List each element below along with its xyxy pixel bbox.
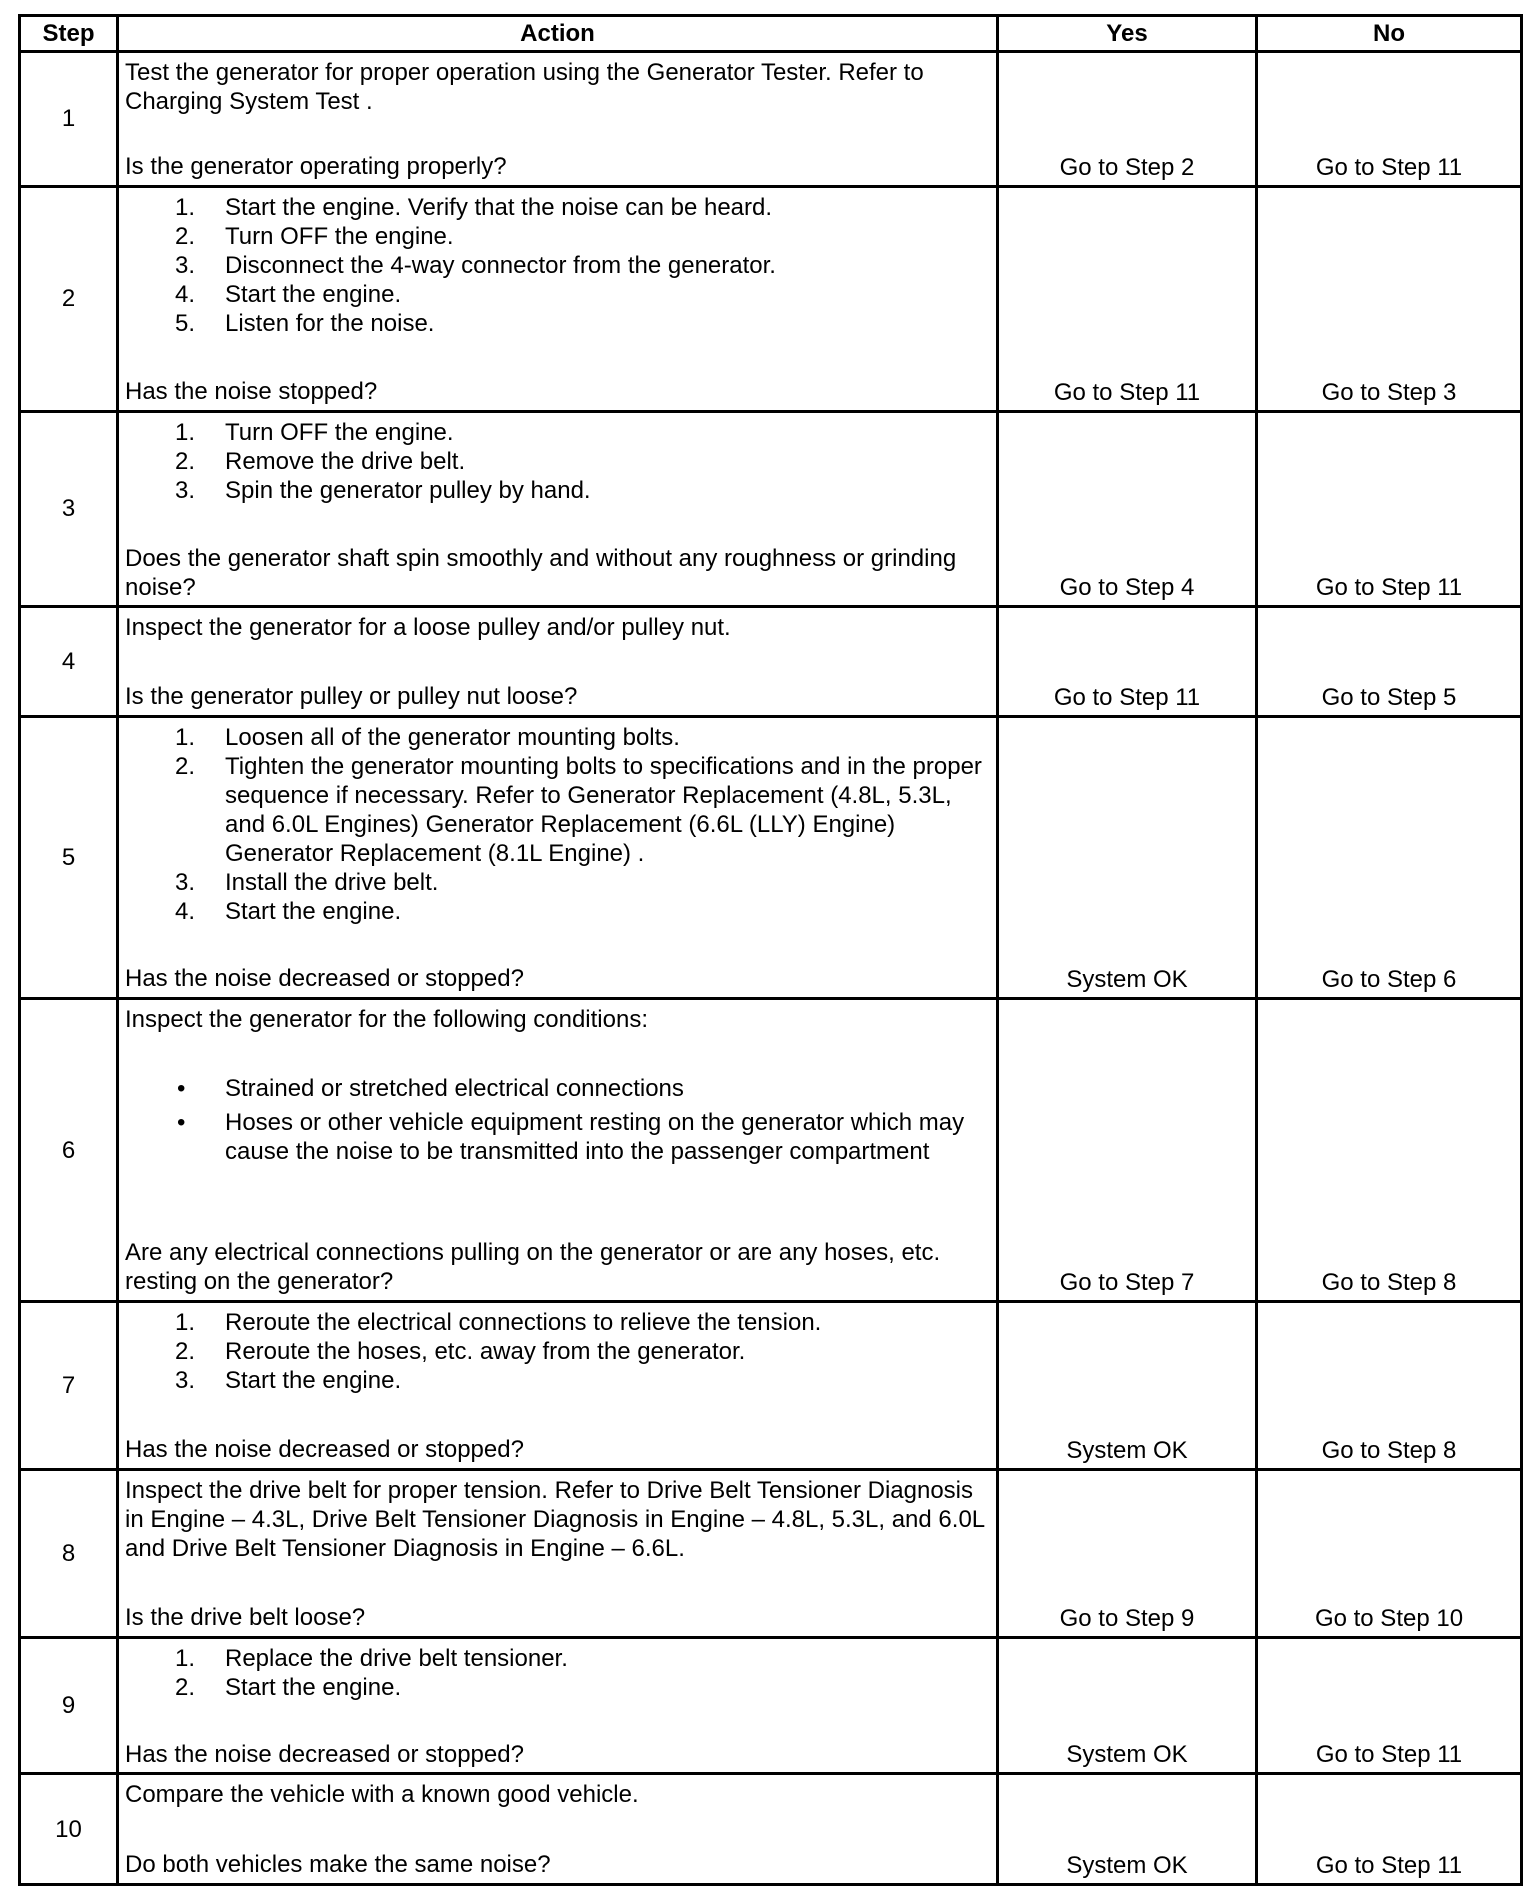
list-item-text: Replace the drive belt tensioner. — [225, 1644, 568, 1672]
list-item-text: Hoses or other vehicle equipment resting on the generator which may cause the noise to be transmitted into the passenger compartment — [225, 1109, 965, 1166]
action-cell — [118, 999, 998, 1302]
list-item — [125, 752, 990, 868]
action-question: Has the noise stopped? — [125, 377, 378, 405]
list-item-text: Start the engine. — [225, 1673, 402, 1701]
action-intro: Inspect the generator for the following conditions: — [125, 1006, 648, 1034]
table-row — [20, 1637, 1522, 1774]
action-cell — [118, 1470, 998, 1638]
table-row — [20, 1302, 1522, 1470]
action-intro: Compare the vehicle with a known good vehicle. — [125, 1781, 639, 1809]
action-question: Is the generator pulley or pulley nut loose? — [125, 683, 578, 711]
list-item — [125, 1337, 990, 1366]
list-item-text: Install the drive belt. — [225, 868, 439, 896]
action-steps — [125, 418, 990, 505]
yes-result: Go to Step 2 — [998, 52, 1257, 187]
list-item — [125, 309, 990, 338]
list-item-text: Tighten the generator mounting bolts to specifications and in the proper sequence if necessary. Refer to Generator Replacement (4.8L, 5.3L, and 6.0L Engines) Generator Replacement (6.6L (LLY) Engine) Generator Replacement (8.1L Engine) . — [225, 752, 982, 867]
list-item — [125, 447, 990, 476]
action-cell — [118, 716, 998, 998]
no-result: Go to Step 11 — [1257, 1774, 1522, 1885]
header-action: Action — [118, 16, 998, 52]
list-item-number: 2. — [175, 447, 196, 475]
no-result: Go to Step 11 — [1257, 52, 1522, 187]
step-number: 8 — [20, 1470, 118, 1638]
yes-result: Go to Step 7 — [998, 999, 1257, 1302]
list-item — [125, 897, 990, 926]
list-item-text: Reroute the hoses, etc. away from the generator. — [225, 1338, 746, 1366]
step-number: 5 — [20, 716, 118, 998]
action-bullets — [125, 1074, 990, 1166]
action-question: Do both vehicles make the same noise? — [125, 1851, 551, 1879]
list-item-number: 3. — [175, 476, 196, 504]
action-question: Is the drive belt loose? — [125, 1604, 366, 1632]
yes-result: System OK — [998, 716, 1257, 998]
table-row — [20, 186, 1522, 411]
list-item — [125, 476, 990, 505]
bullet-icon: • — [177, 1109, 186, 1137]
no-result: Go to Step 11 — [1257, 1637, 1522, 1774]
step-number: 4 — [20, 607, 118, 716]
list-item — [125, 222, 990, 251]
list-item — [125, 1673, 990, 1702]
list-item-number: 3. — [175, 1367, 196, 1395]
list-item-text: Turn OFF the engine. — [225, 222, 454, 250]
no-result: Go to Step 8 — [1257, 999, 1522, 1302]
list-item-text: Spin the generator pulley by hand. — [225, 476, 591, 504]
no-result: Go to Step 5 — [1257, 607, 1522, 716]
yes-result: System OK — [998, 1774, 1257, 1885]
list-item-text: Turn OFF the engine. — [225, 418, 454, 446]
list-item-text: Start the engine. — [225, 897, 402, 925]
header-step: Step — [20, 16, 118, 52]
list-item-number: 2. — [175, 1673, 196, 1701]
no-result: Go to Step 10 — [1257, 1470, 1522, 1638]
action-cell — [118, 1774, 998, 1885]
list-item — [125, 1074, 990, 1103]
table-row — [20, 1470, 1522, 1638]
action-cell — [118, 52, 998, 187]
list-item-text: Listen for the noise. — [225, 309, 435, 337]
list-item — [125, 1644, 990, 1673]
list-item-number: 1. — [175, 1644, 196, 1672]
table-row — [20, 411, 1522, 607]
yes-result: Go to Step 9 — [998, 1470, 1257, 1638]
list-item-text: Strained or stretched electrical connections — [225, 1075, 684, 1103]
list-item — [125, 1366, 990, 1395]
action-cell — [118, 186, 998, 411]
list-item — [125, 418, 990, 447]
header-no: No — [1257, 16, 1522, 52]
header-row — [20, 16, 1522, 52]
table-row — [20, 607, 1522, 716]
list-item-text: Remove the drive belt. — [225, 447, 466, 475]
list-item-number: 3. — [175, 251, 196, 279]
list-item-number: 5. — [175, 309, 196, 337]
list-item-text: Reroute the electrical connections to relieve the tension. — [225, 1309, 822, 1337]
action-cell — [118, 1637, 998, 1774]
step-number: 3 — [20, 411, 118, 607]
list-item-number: 4. — [175, 280, 196, 308]
list-item-text: Disconnect the 4-way connector from the generator. — [225, 251, 776, 279]
action-steps — [125, 723, 990, 926]
list-item-number: 4. — [175, 897, 196, 925]
list-item — [125, 1308, 990, 1337]
list-item — [125, 1108, 990, 1166]
action-intro: Inspect the generator for a loose pulley and/or pulley nut. — [125, 614, 731, 642]
bullet-icon: • — [177, 1075, 186, 1103]
diagnostic-table — [18, 14, 1523, 1886]
action-intro: Inspect the drive belt for proper tension. Refer to Drive Belt Tensioner Diagnosis in Engine – 4.3L, Drive Belt Tensioner Diagnosis in Engine – 4.8L, 5.3L, and 6.0L and Drive Belt Tensioner Diagnosis in Engine – 6.6L. — [125, 1477, 985, 1563]
list-item-number: 2. — [175, 752, 196, 780]
yes-result: Go to Step 11 — [998, 607, 1257, 716]
action-intro: Test the generator for proper operation using the Generator Tester. Refer to Charging System Test . — [125, 59, 924, 115]
list-item-number: 2. — [175, 1338, 196, 1366]
list-item — [125, 723, 990, 752]
action-question: Is the generator operating properly? — [125, 153, 507, 180]
no-result: Go to Step 11 — [1257, 411, 1522, 607]
list-item-text: Start the engine. — [225, 280, 402, 308]
action-question: Has the noise decreased or stopped? — [125, 1436, 524, 1464]
step-number: 2 — [20, 186, 118, 411]
list-item-number: 2. — [175, 222, 196, 250]
yes-result: System OK — [998, 1302, 1257, 1470]
list-item-text: Start the engine. Verify that the noise can be heard. — [225, 193, 773, 221]
no-result: Go to Step 8 — [1257, 1302, 1522, 1470]
header-yes: Yes — [998, 16, 1257, 52]
list-item-number: 1. — [175, 723, 196, 751]
list-item-number: 3. — [175, 868, 196, 896]
list-item-text: Start the engine. — [225, 1367, 402, 1395]
action-steps — [125, 193, 990, 338]
list-item — [125, 868, 990, 897]
table-body — [20, 52, 1522, 1885]
step-number: 7 — [20, 1302, 118, 1470]
list-item-number: 1. — [175, 418, 196, 446]
action-steps — [125, 1644, 990, 1702]
yes-result: Go to Step 4 — [998, 411, 1257, 607]
action-steps — [125, 1308, 990, 1395]
step-number: 1 — [20, 52, 118, 187]
no-result: Go to Step 3 — [1257, 186, 1522, 411]
step-number: 6 — [20, 999, 118, 1302]
action-question: Has the noise decreased or stopped? — [125, 964, 524, 992]
table-row — [20, 999, 1522, 1302]
action-cell — [118, 607, 998, 716]
table-row — [20, 52, 1522, 187]
step-number: 9 — [20, 1637, 118, 1774]
list-item — [125, 251, 990, 280]
yes-result: System OK — [998, 1637, 1257, 1774]
list-item-number: 1. — [175, 1309, 196, 1337]
list-item — [125, 280, 990, 309]
action-question: Are any electrical connections pulling on the generator or are any hoses, etc. resting on the generator? — [125, 1239, 941, 1296]
action-question: Does the generator shaft spin smoothly and without any roughness or grinding noise? — [125, 544, 957, 601]
table-row — [20, 716, 1522, 998]
list-item — [125, 193, 990, 222]
table-row — [20, 1774, 1522, 1885]
action-cell — [118, 1302, 998, 1470]
no-result: Go to Step 6 — [1257, 716, 1522, 998]
yes-result: Go to Step 11 — [998, 186, 1257, 411]
list-item-text: Loosen all of the generator mounting bolts. — [225, 723, 680, 751]
action-cell — [118, 411, 998, 607]
list-item-number: 1. — [175, 193, 196, 221]
step-number: 10 — [20, 1774, 118, 1885]
action-question: Has the noise decreased or stopped? — [125, 1740, 524, 1768]
